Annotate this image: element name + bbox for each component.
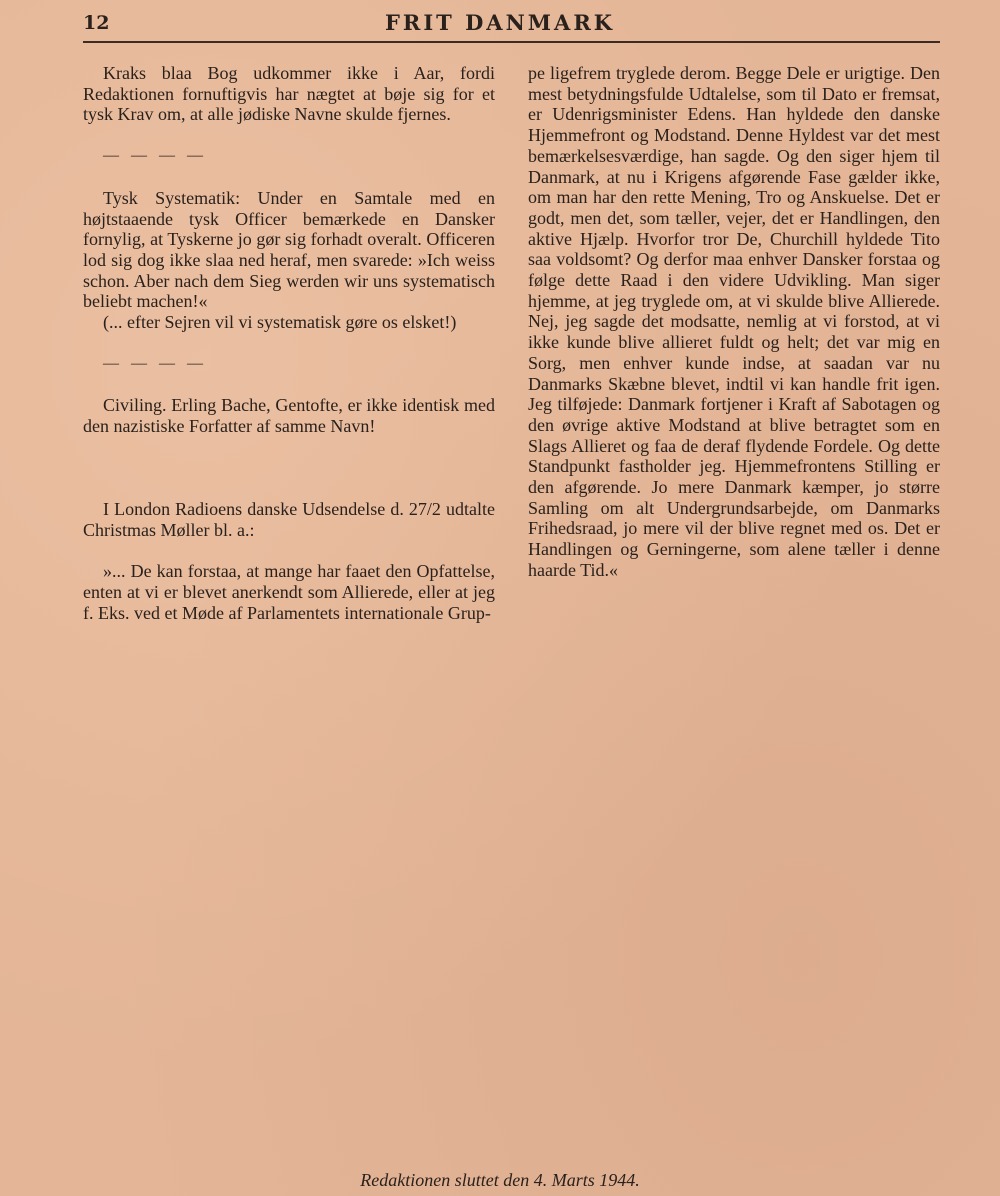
- paragraph-quote-continued: pe ligefrem tryglede derom. Begge Dele er urigtige. Den mest betydningsfulde Udtalelse, som til Dato er fremsat, er Udenrigsminister Edens. Han hyldede den danske Hjemmefront og Modstand. Denne Hyldest var det mest bemærkelsesværdige, han sagde. Og den siger hjem til Danmark, at nu i Krigens afgørende Fase gælder ikke, om man har den rette Mening, Tro og Anskuelse. Det er godt, men det, som tæller, vejer, det er Handlingen, den aktive Hjælp. Hvorfor tror De, Churchill hyldede Tito saa voldsomt? Og derfor maa enhver Dansker forstaa og følge dette Raad i den videre Udvikling. Man siger hjemme, at jeg tryglede om, at vi skulde blive Allierede. Nej, jeg sagde det modsatte, nemlig at vi forstod, at vi ikke kunde blive allieret fuldt og helt; det var mig en Sorg, men enhver kunde indse, at saadan var nu Danmarks Skæbne blevet, indtil vi kan handle frit igen. Jeg tilføjede: Danmark fortjener i Kraft af Sabotagen og den øvrige aktive Modstand at blive betragtet som en Slags Allieret og faa de deraf flydende Fordele. Og dette Standpunkt fastholder jeg. Hjemmefrontens Stilling er den afgørende. Jo mere Danmark kæmper, jo større Samling om alt Undergrundsarbejde, om Danmarks Frihedsraad, jo mere vil der blive regnet med os. Det er Handlingen og Gerningerne, som alene tæller i denne haarde Tid.«: [528, 63, 940, 580]
- right-column: [528, 63, 940, 581]
- paragraph-efter-sejren: (... efter Sejren vil vi systematisk gøre os elsket!): [103, 312, 457, 333]
- header-rule: [83, 41, 940, 43]
- paragraph-erling-bache: Civiling. Erling Bache, Gentofte, er ikke identisk med den nazistiske Forfatter af samme Navn!: [83, 395, 495, 437]
- section-divider: — — — —: [103, 147, 207, 165]
- page-number: 12: [83, 12, 110, 34]
- paragraph-kraks-bog: Kraks blaa Bog udkommer ikke i Aar, fordi Redaktionen fornuftigvis har nægtet at bøje sig for et tysk Krav om, at alle jødiske Navne skulde fjernes.: [83, 63, 495, 125]
- paragraph-london-radio: I London Radioens danske Udsendelse d. 27/2 udtalte Christmas Møller bl. a.:: [83, 498, 495, 540]
- section-divider: — — — —: [103, 354, 207, 372]
- paragraph-tysk-systematik: Tysk Systematik: Under en Samtale med en højtstaaende tysk Officer bemærkede en Dansker fornylig, at Tyskerne jo gør sig forhadt overalt. Officeren lod sig dog ikke slaa ned heraf, men svarede: »Ich weiss schon. Aber nach dem Sieg werden wir uns systematisch beliebt machen!«: [83, 187, 495, 312]
- paragraph-quote-start: »... De kan forstaa, at mange har faaet den Opfattelse, enten at vi er blevet anerkendt som Allierede, eller at jeg f. Eks. ved et Møde af Parlamentets internationale Grup-: [83, 561, 495, 623]
- editorial-closing-note: Redaktionen sluttet den 4. Marts 1944.: [360, 1170, 640, 1190]
- running-head: FRIT DANMARK: [384, 10, 616, 35]
- left-column: [83, 63, 495, 623]
